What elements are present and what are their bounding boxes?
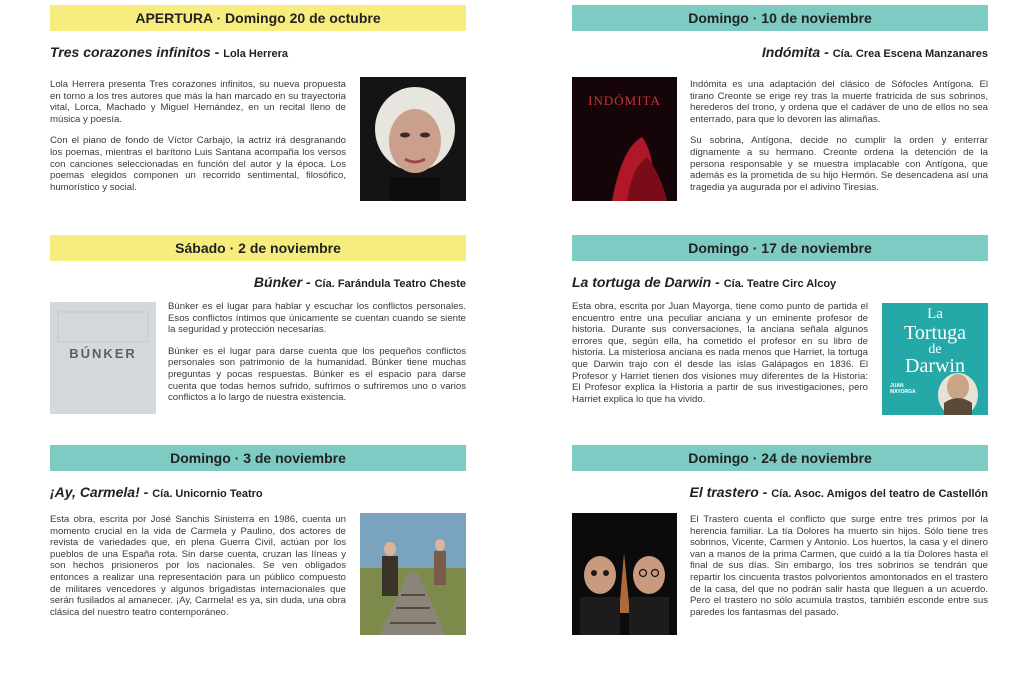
event-date-banner: Domingo · 24 de noviembre — [572, 445, 988, 471]
event-description — [690, 79, 988, 203]
work-title: La tortuga de Darwin — [572, 274, 712, 290]
cover-title — [882, 305, 988, 376]
description-paragraph: Búnker es el lugar para hablar y escuchar los conflictos personales. Esos conflictos íntimos que únicamente se cuentan cuando se siente la seguridad y protección necesarias. — [168, 301, 466, 336]
title-separator: - — [711, 274, 724, 290]
ay-carmela-photo — [360, 513, 466, 635]
event-title-line — [50, 274, 466, 290]
company-name: Cía. Crea Escena Manzanares — [832, 48, 988, 60]
bunker-poster — [50, 302, 156, 414]
event-description — [168, 301, 466, 414]
company-name: Cía. Farándula Teatro Cheste — [314, 278, 466, 290]
event-card-tres-corazones — [50, 5, 466, 193]
description-paragraph: Esta obra, escrita por Juan Mayorga, tiene como punto de partida el encuentro entre una peculiar anciana y un eminente profesor de historia. Durante sus conversaciones, la anciana señala algunos errores que, según ella, ha cometido el profesor en su libro de historia. La misteriosa anciana es nada menos que Harriet, la tortuga que Darwin trajo con él desde las islas Galápagos en 1836. El Profesor y Harriet tienen dos visiones muy diferentes de la Historia: El Profesor explica la Historia a partir de sus investigaciones, pero Harriet explica lo que ha vivido. — [572, 301, 868, 405]
el-trastero-photo — [572, 513, 677, 635]
work-title: Tres corazones infinitos — [50, 44, 211, 60]
event-date-banner: Domingo · 3 de noviembre — [50, 445, 466, 471]
work-title: Búnker — [253, 274, 303, 290]
event-title-line — [50, 484, 466, 500]
title-separator: - — [758, 484, 772, 500]
event-card-tortuga-darwin — [572, 235, 988, 405]
work-title: ¡Ay, Carmela! — [50, 484, 140, 500]
description-paragraph: Con el piano de fondo de Víctor Carbajo, la actriz irá desgranando los poemas, mientras el barítono Luis Santana acompaña los versos con canciones seleccionadas en función del autor y la época. Los poemas elegidos componen un recorrido sentimental, filosófico, humorístico y social. — [50, 135, 346, 193]
event-description — [50, 79, 346, 203]
tortuga-darwin-cover — [882, 303, 988, 415]
title-separator: - — [139, 484, 153, 500]
description-paragraph: El Trastero cuenta el conflicto que surge entre tres primos por la herencia familiar. La tía Dolores ha muerto sin hijos. Sólo tiene tres sobrinos, Vicente, Carmen y Antonio. Los huertos, la casa y el dinero van a manos de la prima Carmen, que cuidó a la tía Dolores hasta el final de sus días. Sin embargo, los tres sobrinos se tendrán que repartir los cincuenta trastos polvorientos amontonados en el trastero de la casa, del que no podrán salir hasta que lleguen a un acuerdo. Pero el trastero no sólo acumula trastos, también esconde entre sus paredes los fantasmas del pasado. — [690, 514, 988, 618]
company-name: Cía. Teatre Circ Alcoy — [723, 278, 837, 290]
cover-title-word: Darwin — [905, 355, 965, 377]
title-separator: - — [210, 44, 224, 60]
company-name: Cía. Unicornio Teatro — [152, 488, 263, 500]
event-date-banner: Domingo · 17 de noviembre — [572, 235, 988, 261]
poster-title: BÚNKER — [69, 346, 137, 361]
company-name: Lola Herrera — [223, 48, 289, 60]
event-card-bunker — [50, 235, 466, 404]
work-title: Indómita — [761, 44, 821, 60]
cover-title-word: La — [927, 306, 943, 322]
event-description — [572, 301, 868, 415]
title-separator: - — [820, 44, 833, 60]
title-separator: - — [302, 274, 315, 290]
event-title-line — [572, 274, 988, 290]
poster-title: INDÓMITA — [588, 93, 661, 108]
event-description — [50, 514, 346, 628]
work-title: El trastero — [689, 484, 759, 500]
cover-title-word: Tortuga — [904, 322, 966, 344]
event-card-indomita — [572, 5, 988, 193]
description-paragraph: Búnker es el lugar para darse cuenta que los pequeños conflictos personales son patrimonio de la humanidad. Búnker tiene muchas preguntas y pocas respuestas. Búnker es el espacio para darse cuenta que todas hemos sufrido, sufrimos o sufriremos uno o varios conflictos a lo largo de nuestra existencia. — [168, 345, 466, 404]
event-date-banner: Sábado · 2 de noviembre — [50, 235, 466, 261]
event-title-line — [50, 44, 466, 60]
description-paragraph: Indómita es una adaptación del clásico de Sófocles Antígona. El tirano Creonte se erige rey tras la muerte fratricida de sus sobrinos, herederos del trono, y ordena que el cadáver de uno de ellos no sea enterrado, para que lo devoren las alimañas. — [690, 79, 988, 125]
event-date-banner: Domingo · 10 de noviembre — [572, 5, 988, 31]
event-card-el-trastero — [572, 445, 988, 618]
event-title-line — [572, 484, 988, 500]
cover-title-word: de — [928, 342, 942, 357]
description-paragraph: Esta obra, escrita por José Sanchis Sinisterra en 1986, cuenta un momento crucial en la vida de Carmela y Paulino, dos actores de revista de variedades que, en plena Guerra Civil, actúan por los pueblos de una España rota. Sin darse cuenta, cruzan las líneas y son hechos prisioneros por los nacionales. Se ven obligados entonces a realizar una representación para un público compuesto de militares vencedores y algunos brigadistas internacionales que serán fusilados al amanecer. ¡Ay, Carmela! es ya, sin duda, una obra clásica del nuestro teatro contemporáneo. — [50, 514, 346, 618]
company-name: Cía. Asoc. Amigos del teatro de Castellón — [771, 488, 988, 500]
description-paragraph: Su sobrina, Antígona, decide no cumplir la orden y enterrar dignamente a su hermano. Creonte ordena la detención de la persona responsable y se muestra implacable con Antígona, que además es la prometida de su hijo Hermón. Se desencadena así una tragedia ya augurada por el adivino Tiresias. — [690, 135, 988, 193]
indomita-poster — [572, 77, 677, 201]
lola-herrera-photo — [360, 77, 466, 201]
event-title-line — [572, 44, 988, 60]
cover-author: JUAN MAYORGA — [890, 383, 916, 395]
event-description — [690, 514, 988, 628]
description-paragraph: Lola Herrera presenta Tres corazones infinitos, su nueva propuesta en torno a los tres autores que más la han marcado en su trayectoria vital, Lorca, Machado y Miguel Hernández, en un recital lleno de música y poesía. — [50, 79, 346, 125]
event-date-banner: APERTURA · Domingo 20 de octubre — [50, 5, 466, 31]
event-card-ay-carmela — [50, 445, 466, 618]
